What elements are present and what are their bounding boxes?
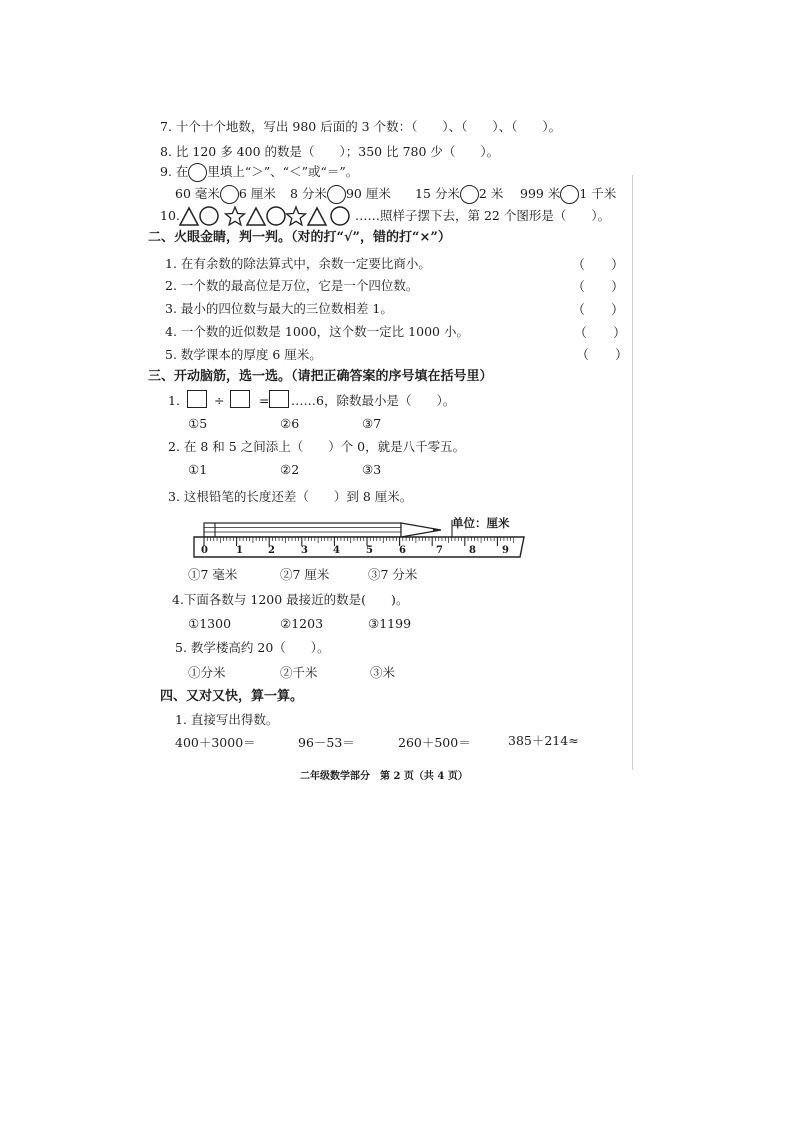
judge-paren-2[interactable]: （ ）	[572, 280, 625, 295]
triangle-icon	[308, 208, 326, 225]
q9-compare-3	[415, 185, 503, 204]
triangle-icon	[180, 208, 198, 225]
judge-item-2: 2. 一个数的最高位是万位，它是一个四位数。	[165, 278, 419, 293]
q1-option-2[interactable]: ②6	[280, 416, 300, 431]
judge-item-5: 5. 数学课本的厚度 6 厘米。	[165, 347, 322, 362]
star-icon	[287, 207, 306, 225]
calc-3: 260＋500＝	[398, 735, 471, 750]
tick-label: 8	[469, 545, 476, 556]
question-9-prefix: 9. 在	[160, 164, 189, 179]
section-2-title: 二、火眼金睛，判一判。（对的打“√”，错的打“×”）	[148, 230, 451, 245]
equals-sign: =	[259, 393, 270, 408]
q9-right-1: 6 厘米	[238, 186, 276, 201]
question-10-label: 10.	[160, 208, 180, 223]
q3-option-1[interactable]: ①7 毫米	[188, 567, 238, 582]
question-10-text: ……照样子摆下去，第 22 个图形是（ ）。	[355, 208, 611, 223]
compare-circle-icon[interactable]	[220, 185, 239, 204]
calc-1: 400＋3000＝	[175, 735, 256, 750]
choice-q1-num: 1.	[168, 393, 180, 408]
compare-circle-icon[interactable]	[460, 185, 479, 204]
page-edge-line	[632, 175, 633, 770]
judge-paren-3[interactable]: （ ）	[572, 303, 625, 318]
compare-circle-icon[interactable]	[327, 185, 346, 204]
choice-q4: 4.下面各数与 1200 最接近的数是( )。	[172, 592, 409, 607]
q9-left-2: 8 分米	[290, 186, 327, 201]
quotient-box[interactable]	[269, 390, 289, 408]
tick-label: 6	[399, 545, 406, 556]
q5-option-2[interactable]: ②千米	[280, 665, 318, 680]
circle-icon	[267, 207, 285, 225]
q5-option-3[interactable]: ③米	[370, 665, 396, 680]
q2-option-1[interactable]: ①1	[188, 462, 208, 477]
q4-option-1[interactable]: ①1300	[188, 616, 232, 631]
tick-label: 7	[436, 545, 443, 556]
question-9	[160, 163, 358, 182]
ruler-unit-label: 单位：厘米	[452, 516, 510, 530]
circle-icon	[331, 207, 349, 225]
tick-label: 5	[366, 545, 373, 556]
q9-compare-2	[290, 185, 391, 204]
judge-paren-1[interactable]: （ ）	[572, 258, 625, 273]
tick-label: 9	[502, 545, 509, 556]
q9-left-4: 999 米	[520, 186, 561, 201]
q9-compare-4	[520, 185, 616, 204]
q9-left-1: 60 毫米	[175, 186, 220, 201]
tick-label: 3	[301, 545, 308, 556]
q1-option-1[interactable]: ①5	[188, 416, 208, 431]
tick-label: 2	[268, 545, 275, 556]
judge-item-4: 4. 一个数的近似数是 1000，这个数一定比 1000 小。	[165, 324, 469, 339]
q9-right-4: 1 千米	[579, 186, 617, 201]
calc-4: 385＋214≈	[508, 733, 579, 748]
star-icon	[226, 207, 245, 225]
q9-left-3: 15 分米	[415, 186, 460, 201]
q9-right-3: 2 米	[478, 186, 504, 201]
shape-pattern	[178, 205, 353, 227]
choice-q1-tail: ……6，除数最小是（ ）。	[291, 393, 456, 408]
divisor-box[interactable]	[230, 390, 250, 408]
tick-label: 4	[333, 545, 340, 556]
q3-option-3[interactable]: ③7 分米	[368, 567, 418, 582]
q9-compare-1	[175, 185, 276, 204]
judge-paren-5[interactable]: （ ）	[576, 348, 629, 363]
judge-paren-4[interactable]: （ ）	[574, 326, 627, 341]
choice-q3: 3. 这根铅笔的长度还差（ ）到 8 厘米。	[168, 489, 413, 504]
judge-item-1: 1. 在有余数的除法算式中，余数一定要比商小。	[165, 256, 431, 271]
calc-2: 96－53＝	[298, 735, 355, 750]
page-footer: 二年级数学部分 第 2 页（共 4 页）	[300, 771, 468, 782]
divide-sign: ÷	[214, 393, 225, 408]
q1-option-3[interactable]: ③7	[362, 416, 382, 431]
q9-right-2: 90 厘米	[345, 186, 391, 201]
q4-option-2[interactable]: ②1203	[280, 616, 324, 631]
section-3-title: 三、开动脑筋，选一选。（请把正确答案的序号填在括号里）	[148, 369, 493, 384]
question-8: 8. 比 120 多 400 的数是（ ）；350 比 780 少（ ）。	[160, 144, 500, 159]
question-7: 7. 十个十个地数，写出 980 后面的 3 个数：（ ）、（ ）、（ ）。	[160, 119, 562, 134]
section-4-title: 四、又对又快，算一算。	[160, 689, 304, 704]
q4-option-3[interactable]: ③1199	[368, 616, 412, 631]
compare-circle-icon[interactable]	[560, 185, 579, 204]
tick-label: 0	[201, 545, 208, 556]
dividend-box[interactable]	[187, 390, 207, 408]
circle-icon	[200, 207, 218, 225]
section-4-sub: 1. 直接写出得数。	[175, 712, 279, 727]
pencil-icon	[204, 523, 441, 537]
judge-item-3: 3. 最小的四位数与最大的三位数相差 1。	[165, 301, 393, 316]
q3-option-2[interactable]: ②7 厘米	[280, 567, 330, 582]
choice-q5: 5. 教学楼高约 20（ ）。	[175, 640, 330, 655]
triangle-icon	[247, 208, 265, 225]
question-9-suffix: 里填上“＞”、“＜”或“＝”。	[207, 164, 359, 179]
q2-option-3[interactable]: ③3	[362, 462, 382, 477]
tick-label: 1	[236, 545, 243, 556]
q5-option-1[interactable]: ①分米	[188, 665, 226, 680]
q2-option-2[interactable]: ②2	[280, 462, 300, 477]
circle-icon	[188, 163, 207, 182]
choice-q2: 2. 在 8 和 5 之间添上（ ）个 0，就是八千零五。	[168, 439, 466, 454]
